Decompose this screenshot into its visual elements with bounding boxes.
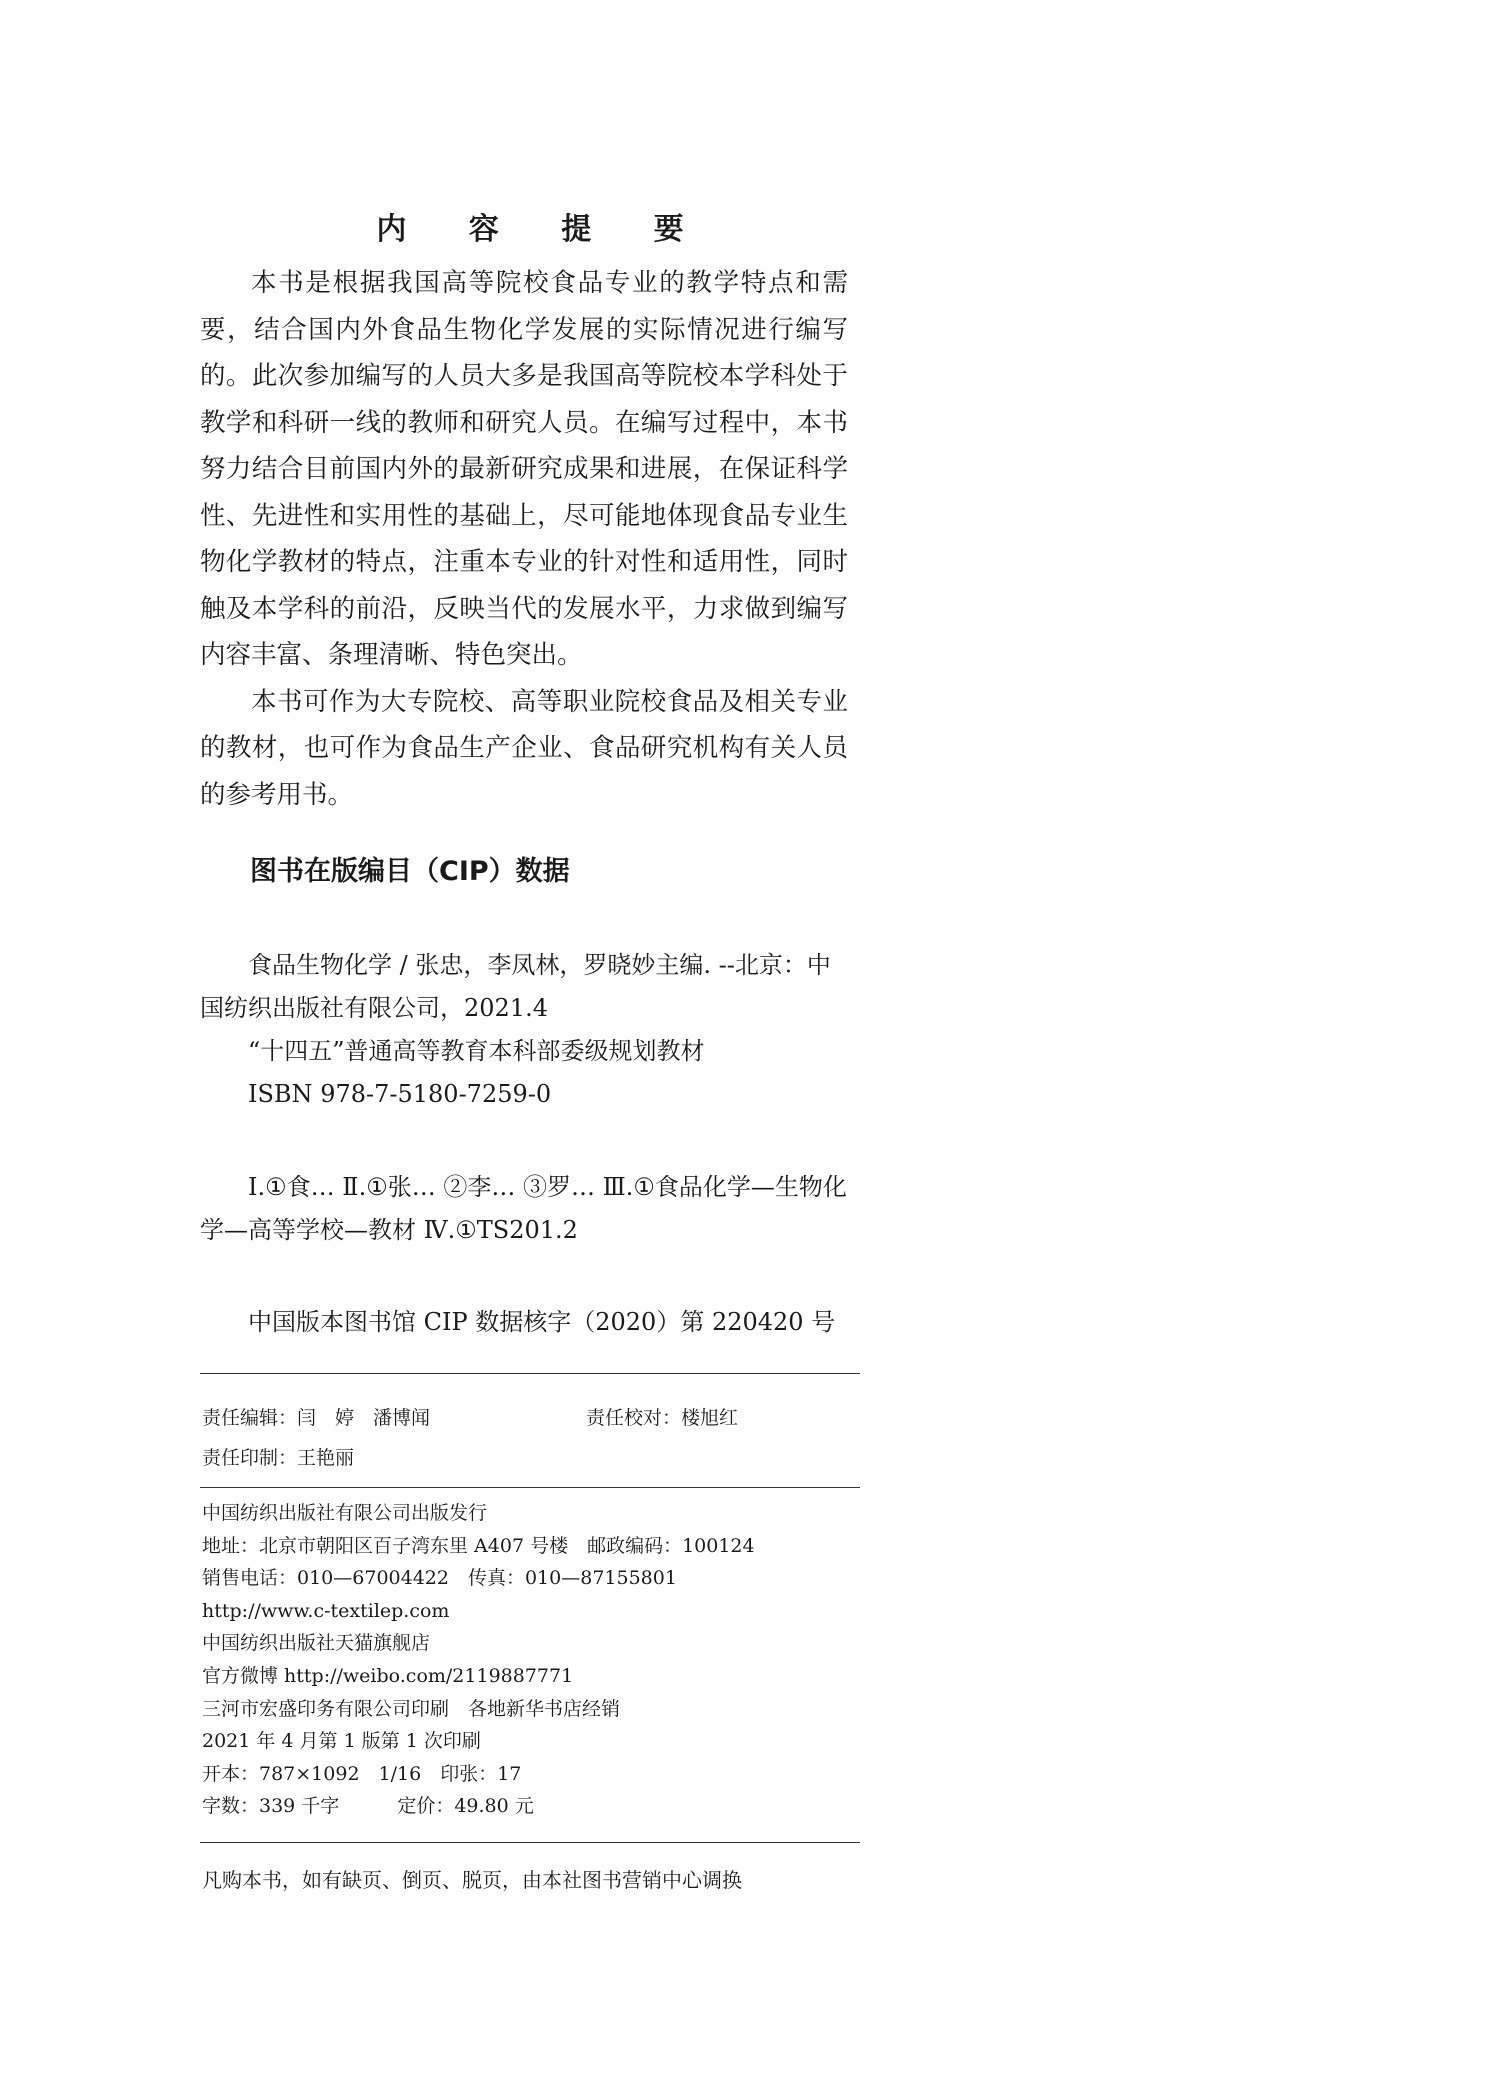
phone-line: 销售电话：010—67004422 传真：010—87155801 bbox=[202, 1567, 677, 1590]
publisher-line: 中国纺织出版社有限公司出版发行 bbox=[202, 1502, 488, 1524]
summary-body bbox=[200, 260, 848, 818]
weibo-line: 官方微博 http://weibo.com/2119887771 bbox=[202, 1664, 574, 1687]
return-notice: 凡购本书，如有缺页、倒页、脱页，由本社图书营销中心调换 bbox=[202, 1868, 742, 1892]
proofreader: 责任校对：楼旭红 bbox=[586, 1407, 739, 1429]
edition-line: 2021 年 4 月第 1 版第 1 次印刷 bbox=[202, 1730, 481, 1753]
cip-isbn-line: ISBN 978-7-5180-7259-0 bbox=[248, 1080, 552, 1108]
cip-record-number bbox=[200, 1301, 848, 1344]
word-count: 字数：339 千字 bbox=[202, 1795, 340, 1818]
responsible-editor: 责任编辑：闫 婷 潘博闻 bbox=[202, 1407, 431, 1429]
cip-classification bbox=[200, 1166, 848, 1252]
summary-paragraph: 本书可作为大专院校、高等职业院校食品及相关专业的教材，也可作为食品生产企业、食品研究机构有关人员的参考用书。 bbox=[200, 686, 848, 810]
cip-heading: 图书在版编目（CIP）数据 bbox=[250, 856, 570, 887]
cip-title-line: 食品生物化学 / 张忠，李凤林，罗晓妙主编. --北京：中国纺织出版社有限公司，2021.4 bbox=[200, 951, 831, 1022]
cip-series-line: “十四五”普通高等教育本科部委级规划教材 bbox=[248, 1037, 705, 1065]
tmall-store-line: 中国纺织出版社天猫旗舰店 bbox=[202, 1632, 431, 1655]
print-supervisor: 责任印制：王艳丽 bbox=[202, 1447, 355, 1469]
printer-line: 三河市宏盛印务有限公司印刷 各地新华书店经销 bbox=[202, 1697, 621, 1720]
summary-title: 内 容 提 要 bbox=[376, 212, 710, 247]
summary-paragraph: 本书是根据我国高等院校食品专业的教学特点和需要，结合国内外食品生物化学发展的实际情况进行编写的。此次参加编写的人员大多是我国高等院校本学科处于教学和科研一线的教师和研究人员。在编写过程中，本书努力结合目前国内外的最新研究成果和进展，在保证科学性、先进性和实用性的基础上，尽可能地体现食品专业生物化学教材的特点，注重本专业的针对性和适用性，同时触及本学科的前沿，反映当代的发展水平，力求做到编写内容丰富、条理清晰、特色突出。 bbox=[200, 268, 848, 670]
format-line: 开本：787×1092 1/16 印张：17 bbox=[202, 1762, 522, 1785]
divider bbox=[200, 1373, 860, 1374]
cip-record-line: 中国版本图书馆 CIP 数据核字（2020）第 220420 号 bbox=[248, 1308, 836, 1336]
divider bbox=[200, 1487, 860, 1488]
cip-classification-line: Ⅰ.①食… Ⅱ.①张… ②李… ③罗… Ⅲ.①食品化学—生物化学—高等学校—教材 Ⅳ.①TS201.2 bbox=[200, 1173, 847, 1244]
cip-main-entry bbox=[200, 944, 848, 1116]
divider bbox=[200, 1842, 860, 1843]
count-price-line bbox=[202, 1790, 842, 1823]
address-line: 地址：北京市朝阳区百子湾东里 A407 号楼 邮政编码：100124 bbox=[202, 1534, 755, 1557]
website-line: http://www.c-textilep.com bbox=[202, 1599, 450, 1622]
editor-credits bbox=[202, 1398, 842, 1478]
price: 定价：49.80 元 bbox=[397, 1795, 534, 1818]
publication-info bbox=[202, 1497, 842, 1823]
